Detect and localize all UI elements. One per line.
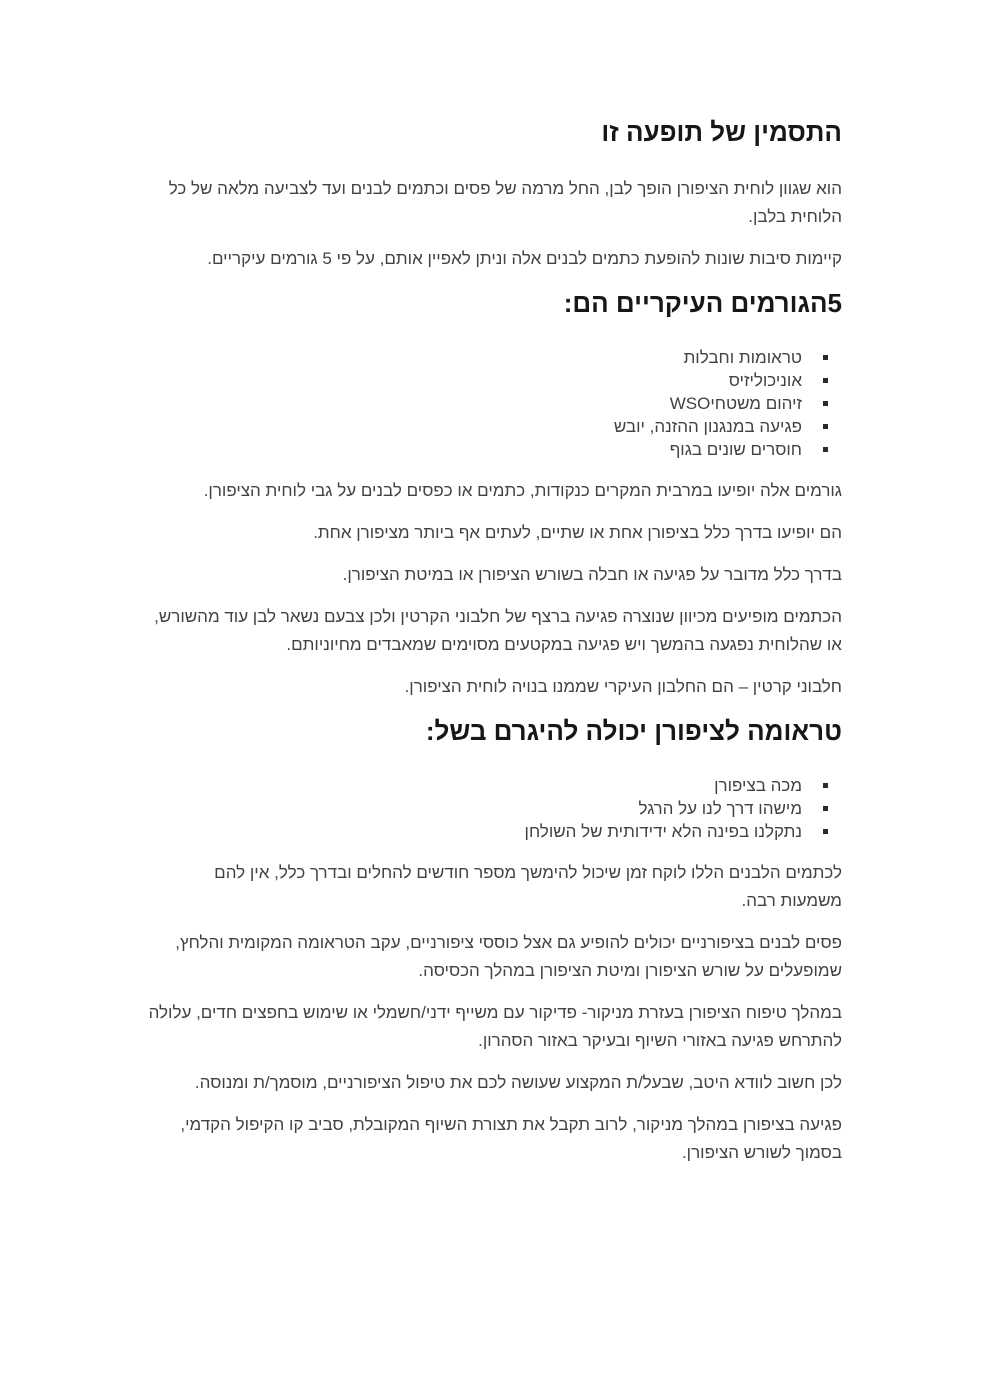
list-item: נתקלנו בפינה הלא ידידותית של השולחן <box>148 820 802 843</box>
section-heading-symptom: התסמין של תופעה זו <box>601 117 842 147</box>
list-item: מישהו דרך לנו על הרגל <box>148 797 802 820</box>
section-heading-trauma: טראומה לציפורן יכולה להיגרם בשל: <box>425 716 842 746</box>
section-trauma <box>148 715 842 1167</box>
paragraph: לכן חשוב לוודא היטב, שבעל/ת המקצוע שעושה לכם את טיפול הציפורניים, מוסמך/ת ומנוסה. <box>194 1073 842 1092</box>
paragraph: הוא שגוון לוחית הציפורן הופך לבן, החל מרמה של פסים וכתמים לבנים ועד לצביעה מלאה של כל הלוחית בלבן. <box>168 179 842 226</box>
section-main-causes <box>148 287 842 701</box>
paragraph: פסים לבנים בציפורניים יכולים להופיע גם אצל כוססי ציפורניים, עקב הטראומה המקומית והלחץ, שמופעלים על שורש הציפורן ומיטת הציפורן במהלך הכסיסה. <box>175 933 842 980</box>
section-heading-main-causes: 5הגורמים העיקריים הם: <box>563 288 842 318</box>
section-symptom <box>148 116 842 273</box>
trauma-list <box>148 774 842 843</box>
list-item: טראומות וחבלות <box>148 346 802 369</box>
paragraph: בדרך כלל מדובר על פגיעה או חבלה בשורש הציפורן או במיטת הציפורן. <box>342 565 842 584</box>
paragraph: הכתמים מופיעים מכיוון שנוצרה פגיעה ברצף של חלבוני הקרטין ולכן צבעם נשאר לבן עוד מהשורש, או שהלוחית נפגעה בהמשך ויש פגיעה במקטעים מסוימים שמאבדים מחיוניותם. <box>154 607 842 654</box>
paragraph: הם יופיעו בדרך כלל בציפורן אחת או שתיים, לעתים אף ביותר מציפורן אחת. <box>313 523 842 542</box>
list-item: מכה בציפורן <box>148 774 802 797</box>
paragraph: גורמים אלה יופיעו במרבית המקרים כנקודות, כתמים או כפסים לבנים על גבי לוחית הציפורן. <box>203 481 842 500</box>
list-item: פגיעה במנגנון ההזנה, יובש <box>148 415 802 438</box>
list-item: חוסרים שונים בגוף <box>148 438 802 461</box>
list-item: אוניכוליזיס <box>148 369 802 392</box>
paragraph: לכתמים הלבנים הללו לוקח זמן שיכול להימשך מספר חודשים להחלים ובדרך כלל, אין להם משמעות רבה. <box>214 863 842 910</box>
paragraph: חלבוני קרטין – הם החלבון העיקרי שממנו בנויה לוחית הציפורן. <box>404 677 842 696</box>
paragraph: במהלך טיפוח הציפורן בעזרת מניקור- פדיקור עם משייף ידני/חשמלי או שימוש בחפצים חדים, עלולה להתרחש פגיעה באזורי השיוף ובעיקר באזור הסהרון. <box>148 1003 842 1050</box>
paragraph: קיימות סיבות שונות להופעת כתמים לבנים אלה וניתן לאפיין אותם, על פי 5 גורמים עיקריים. <box>207 249 842 268</box>
list-item: זיהום משטחיWSO <box>148 392 802 415</box>
causes-list <box>148 346 842 461</box>
paragraph: פגיעה בציפורן במהלך מניקור, לרוב תקבל את תצורת השיוף המקובלת, סביב קו הקיפול הקדמי, בסמוך לשורש הציפורן. <box>180 1115 842 1162</box>
